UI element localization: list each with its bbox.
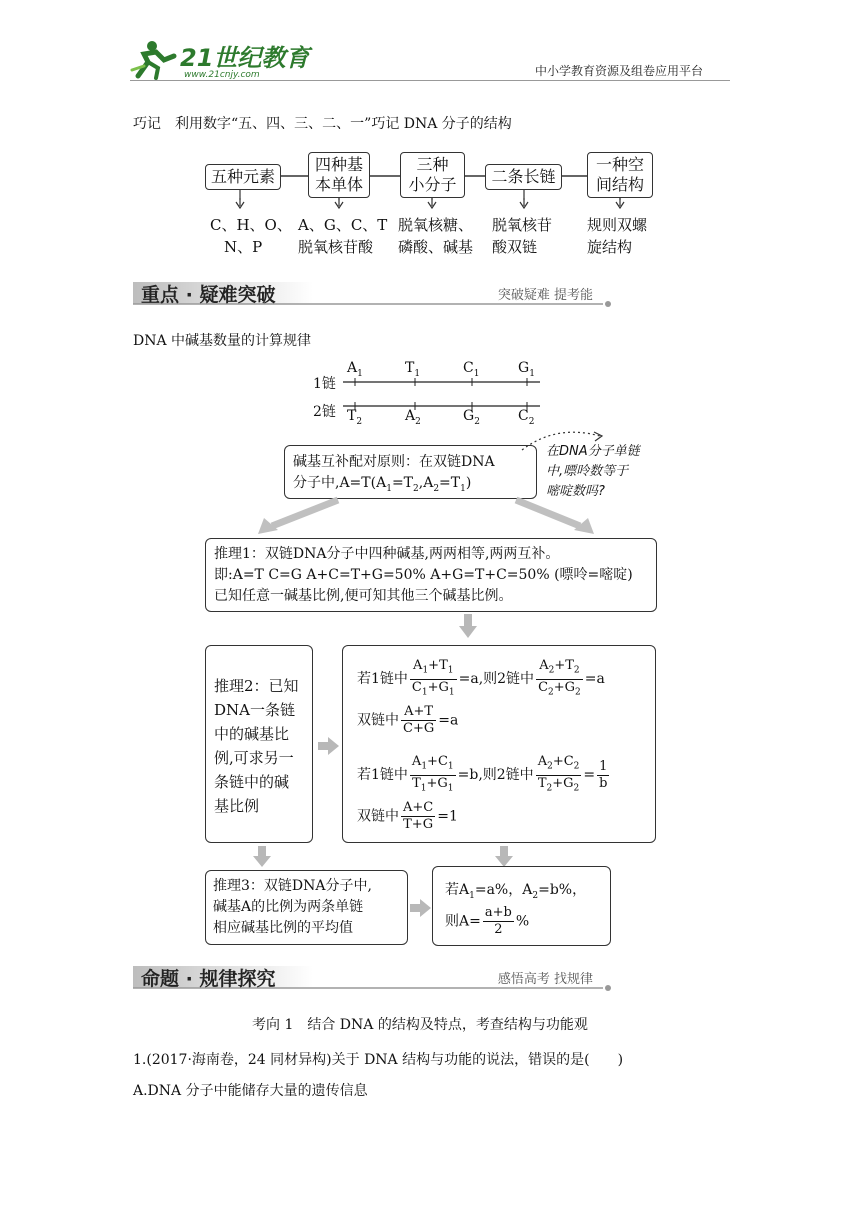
map-box-label: 二条长链 <box>491 167 556 186</box>
banner-title: 命题 · 规律探究 <box>141 968 276 990</box>
handwritten-note: 在DNA分子单链 中,嘌呤数等于 嘧啶数吗? <box>546 444 640 499</box>
grey-down-arrow-2 <box>252 846 272 868</box>
logo-wordmark: 21世纪教育 <box>180 44 310 72</box>
chain1-base-4: $G_1$ <box>518 360 535 379</box>
map-box-monomers <box>308 152 370 198</box>
logo-url: www.21cnjy.com <box>184 70 260 80</box>
formula-3: 若1链中 $\frac{A_1+C_1}{T_1+G_1}$ =b,则2链中 $\frac{A_2+C_2}{T_2+G_2}$ = $\frac{1}{b}$ <box>357 754 608 794</box>
mnemonic-title: 巧记 利用数字“五、四、三、二、一”巧记 DNA 分子的结构 <box>133 116 512 132</box>
rule-title: DNA 中碱基数量的计算规律 <box>133 333 312 349</box>
site-logo[interactable] <box>130 36 320 80</box>
result-line-2: 则A= $\frac{a+b}{2}$ % <box>445 905 530 937</box>
map-box-elements <box>205 164 281 190</box>
map-detail-elements: C、H、O、 N、P <box>210 216 292 256</box>
chain2-base-4: $C_2$ <box>518 408 535 427</box>
map-detail-monomers: A、G、C、T 脱氧核苷酸 <box>298 216 388 256</box>
grey-right-arrow-1 <box>318 736 340 756</box>
grey-right-arrow-2 <box>410 898 432 918</box>
chain2-label: 2链 <box>313 404 336 420</box>
banner-title: 重点 · 疑难突破 <box>141 284 276 306</box>
map-box-label: 五种元素 <box>210 167 275 186</box>
chain1-label: 1链 <box>313 376 336 392</box>
question-stem: 1.(2017·海南卷，24 同材异构)关于 DNA 结构与功能的说法，错误的是( ) <box>133 1052 624 1068</box>
chain1-base-2: $T_1$ <box>405 360 421 379</box>
principle-line-1: 碱基互补配对原则：在双链DNA <box>293 454 495 470</box>
chain2-base-3: $G_2$ <box>463 408 480 427</box>
map-box-label: 三种 <box>416 155 449 174</box>
inference1-line-3: 已知任意一碱基比例,便可知其他三个碱基比例。 <box>214 588 513 604</box>
principle-line-2: 分子中$,A=T(A_1=T_2,A_2=T_1)$ <box>293 475 472 494</box>
section-banner-key-points <box>133 278 613 308</box>
map-box-chains <box>485 164 562 190</box>
banner-subtitle: 感悟高考 找规律 <box>497 972 593 987</box>
formula-2: 双链中 $\frac{A+T}{C+G}$ =a <box>357 704 459 736</box>
kaoxiang-heading: 考向 1 结合 DNA 的结构及特点，考查结构与功能观 <box>252 1017 588 1033</box>
inference1-box <box>205 538 657 612</box>
formula-box <box>342 645 656 843</box>
map-box-structure <box>587 152 653 198</box>
chain1-base-3: $C_1$ <box>463 360 480 379</box>
inference3-box: 推理3：双链DNA分子中, 碱基A的比例为两条单链 相应碱基比例的平均值 <box>205 870 408 945</box>
chain2-base-2: $A_2$ <box>405 408 421 427</box>
chain2-base-1: $T_2$ <box>347 408 363 427</box>
map-box-label: 四种基 <box>314 155 363 174</box>
inference1-line-2: 即:A=T C=G A+C=T+G=50% A+G=T+C=50% (嘌呤=嘧啶) <box>214 567 633 583</box>
map-box-label: 本单体 <box>314 175 363 194</box>
formula-4: 双链中 $\frac{A+C}{T+G}$ =1 <box>357 800 458 832</box>
banner-subtitle: 突破疑难 提考能 <box>497 288 593 303</box>
map-detail-structure: 规则双螺 旋结构 <box>587 216 648 256</box>
inference2-box: 推理2：已知 DNA一条链 中的碱基比 例,可求另一 条链中的碱 基比例 <box>205 645 313 843</box>
mnemonic-arrows <box>200 198 670 212</box>
question-option-a[interactable]: A.DNA 分子中能储存大量的遗传信息 <box>133 1083 368 1099</box>
grey-down-arrow-3 <box>494 846 514 868</box>
map-box-label: 一种空 <box>595 155 644 174</box>
map-box-label: 小分子 <box>408 175 457 194</box>
map-detail-small-molecules: 脱氧核糖、 磷酸、碱基 <box>398 216 474 256</box>
section-banner-exam <box>133 962 613 992</box>
map-box-label: 间结构 <box>595 175 644 194</box>
chain1-base-1: $A_1$ <box>347 360 363 379</box>
header-divider <box>130 80 730 81</box>
header-right-text: 中小学教育资源及组卷应用平台 <box>535 64 704 78</box>
grey-branch-arrows <box>250 496 610 540</box>
inference1-line-1: 推理1：双链DNA分子中四种碱基,两两相等,两两互补。 <box>214 546 560 562</box>
formula-1: 若1链中 $\frac{A_1+T_1}{C_1+G_1}$ =a,则2链中 $\frac{A_2+T_2}{C_2+G_2}$ =a <box>357 658 605 698</box>
runner-icon <box>132 41 174 78</box>
result-box <box>432 866 611 946</box>
chain-lines <box>340 374 545 414</box>
map-detail-chains: 脱氧核苷 酸双链 <box>492 216 553 256</box>
principle-box <box>284 445 537 499</box>
result-line-1: 若$A_1=a\%$，$A_2=b\%$， <box>445 882 587 901</box>
map-box-small-molecules <box>400 152 465 198</box>
grey-down-arrow-1 <box>458 614 478 640</box>
